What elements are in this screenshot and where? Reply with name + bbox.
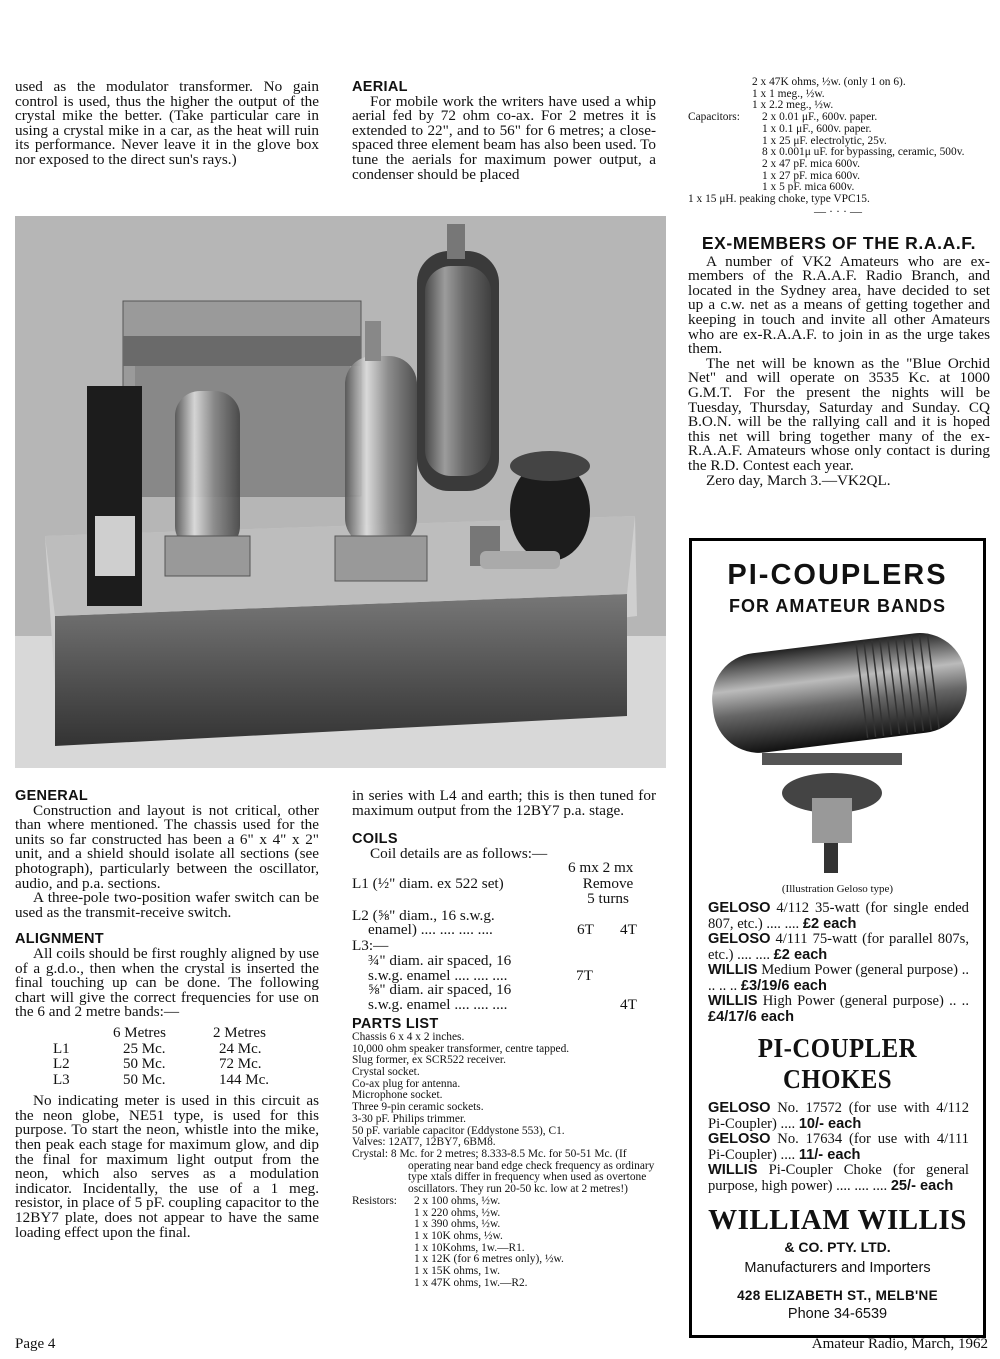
chokes-title: PI-COUPLER CHOKES — [757, 1033, 918, 1094]
list-item: 3-30 pF. Philips trimmer. — [352, 1112, 466, 1125]
raaf-p2: The net will be known as the "Blue Orchid Net" and will operate on 3535 Kc. at 1000 G.M.T. For the present the nights will be Tuesday, Thursday, Saturday and Sunday. CQ B.O.N. will be the rallying call and it is hoped this net will bring together many of the ex-R.A.A.F. Amateurs whose only contact is during the R.D. Contest each year. — [688, 354, 990, 474]
list-item: Chassis 6 x 4 x 2 inches. — [352, 1030, 465, 1043]
parts-continued — [688, 77, 988, 217]
capacitor-line: 8 x 0.001μ uF. for bypassing, ceramic, 500v. — [762, 146, 965, 159]
alignment-heading: ALIGNMENT — [15, 931, 104, 948]
coupler-list — [692, 901, 983, 1025]
list-item: 10,000 ohm speaker transformer, centre tapped. — [352, 1042, 570, 1055]
resistor-line: 1 x 15K ohms, 1w. — [414, 1265, 500, 1278]
aerial-section — [352, 80, 656, 182]
list-item — [692, 994, 983, 1025]
table-cell: 72 Mc. — [219, 1056, 262, 1073]
list-item: Valves: 12AT7, 12BY7, 6BM8. — [352, 1136, 496, 1149]
capacitor-line: 1 x 27 pF. mica 600v. — [762, 169, 861, 182]
general-p2: A three-pole two-position wafer switch can be used as the transmit-receive switch. — [15, 889, 319, 921]
capacitor-line: 2 x 0.01 μF., 600v. paper. — [762, 111, 878, 124]
item-price: 10/- each — [798, 1115, 862, 1132]
item-price: £4/17/6 each — [708, 1008, 795, 1025]
coil-l3a-cont: s.w.g. enamel .... .... .... — [368, 967, 508, 985]
ad-caption: (Illustration Geloso type) — [781, 883, 894, 895]
col2-continued-text: in series with L4 and earth; this is then tuned for maximum output from the 12BY7 p.a. stage. — [352, 787, 656, 819]
item-text: No. 17634 (for use with 4/111 Pi-Coupler) .... — [708, 1131, 969, 1163]
alignment-p1: All coils should be first roughly aligned by use of a g.d.o., then when the crystal is inserted the final touching up can be done. The following chart will give the correct frequencies for use on the 6 and 2 metre bands:— — [15, 944, 319, 1021]
raaf-p3: Zero day, March 3.—VK2QL. — [706, 471, 891, 489]
company-suffix: & CO. PTY. LTD. — [784, 1239, 891, 1255]
coil-l1: L1 (½" diam. ex 522 set) — [352, 875, 504, 893]
brand: GELOSO — [708, 1131, 771, 1147]
table-cell: 50 Mc. — [123, 1056, 166, 1073]
company-name: WILLIAM WILLIS — [708, 1204, 967, 1236]
col1-top — [15, 80, 319, 168]
coil-l3a-6m: 7T — [576, 967, 593, 985]
list-item: Co-ax plug for antenna. — [352, 1077, 461, 1090]
resistor-line: 1 x 220 ohms, ½w. — [414, 1206, 501, 1219]
raaf-section — [688, 233, 990, 489]
table-header: 6 Metres — [113, 1024, 166, 1041]
item-text: No. 17572 (for use with 4/112 Pi-Coupler) .... — [708, 1100, 970, 1132]
coil-l3b: ⅝" diam. air spaced, 16 — [368, 981, 512, 999]
company-tagline: Manufacturers and Importers — [744, 1260, 931, 1276]
capacitors-label: Capacitors: — [688, 111, 740, 124]
coils-table — [352, 859, 656, 1014]
list-item — [692, 1132, 983, 1163]
list-item — [692, 1101, 983, 1132]
brand: GELOSO — [708, 1100, 771, 1116]
coils-heading: COILS — [352, 831, 398, 848]
choke-list — [692, 1101, 983, 1194]
item-price: £2 each — [773, 946, 828, 963]
company-address: 428 ELIZABETH ST., MELB'NE — [737, 1288, 938, 1303]
item-price: £2 each — [802, 915, 857, 932]
brand: WILLIS — [708, 993, 758, 1009]
resistor-line: 1 x 10Kohms, 1w.—R1. — [414, 1241, 525, 1254]
list-item — [692, 901, 983, 932]
coils-column-headers: 6 mx 2 mx — [568, 859, 634, 877]
general-alignment-column — [15, 789, 319, 1240]
table-cell: L1 — [53, 1040, 70, 1057]
section-divider: — · · · — — [814, 203, 862, 218]
coil-l3: L3:— — [352, 937, 389, 955]
aerial-text: For mobile work the writers have used a whip aerial fed by 72 ohm co-ax. For 2 metres it is extended to 22", and to 56" for 6 metres; a close-spaced three element beam has also been used. To tune the aerials for maximum power output, a condenser should be placed — [352, 92, 656, 183]
capacitor-line: 1 x 25 μF. electrolytic, 25v. — [762, 134, 887, 147]
item-text: High Power (general purpose) .. .. — [762, 993, 969, 1009]
coil-l3a: ¾" diam. air spaced, 16 — [368, 952, 512, 970]
item-text: 4/112 35-watt (for single ended 807, etc.) .... .... — [708, 900, 969, 932]
capacitor-line: 1 x 5 pF. mica 600v. — [762, 181, 855, 194]
list-item: Slug former, ex SCR522 receiver. — [352, 1054, 506, 1067]
raaf-p1: A number of VK2 Amateurs who are ex-members of the R.A.A.F. Radio Branch, and located in the Sydney area, have decided to set up a c.w. net as a means of getting together and keeping in touch and invite all other Amateurs who are ex-R.A.A.F. to join in as the urge takes them. — [688, 252, 990, 358]
item-price: 25/- each — [890, 1177, 954, 1194]
capacitor-line: 1 x 0.1 μF., 600v. paper. — [762, 122, 872, 135]
resistor-line: 2 x 100 ohms, ½w. — [414, 1194, 501, 1207]
capacitor-line: 2 x 47 pF. mica 600v. — [762, 157, 861, 170]
choke-line: 1 x 15 μH. peaking choke, type VPC15. — [688, 193, 870, 206]
table-row — [53, 1057, 269, 1073]
frequency-table — [53, 1026, 269, 1088]
resistor-line: 1 x 10K ohms, ½w. — [414, 1229, 503, 1242]
transmitter-photo — [15, 216, 666, 768]
list-item: Microphone socket. — [352, 1089, 443, 1102]
coil-l2: L2 (⅝" diam., 16 s.w.g. — [352, 907, 495, 925]
table-header: 2 Metres — [213, 1024, 266, 1041]
brand: WILLIS — [708, 1162, 758, 1178]
brand: GELOSO — [708, 931, 771, 947]
list-item: Crystal: 8 Mc. for 2 metres; 8.333-8.5 Mc. for 50-51 Mc. (If operating near band edge check frequency as ordinary type xtals differ in frequency when used as overtone oscillators. They run 20-50 kc. low at 2 metres!) — [352, 1148, 655, 1196]
transmitter-chassis-illustration — [15, 216, 666, 768]
col1-top-text: used as the modulator transformer. No gain control is used, thus the higher the output of the crystal mike the better. (Take particular care in using a crystal mike in a car, as the heat will ruin its performance. Never leave it in the glove box nor exposed to the direct sun's rays.) — [15, 78, 319, 168]
table-cell: 144 Mc. — [219, 1071, 269, 1088]
item-price: 11/- each — [798, 1146, 861, 1163]
coil-l1-value: Remove 5 turns — [582, 875, 634, 907]
page-number: Page 4 — [15, 1336, 56, 1352]
brand: GELOSO — [708, 900, 771, 916]
list-item: Three 9-pin ceramic sockets. — [352, 1101, 484, 1114]
coil-l2-cont: enamel) .... .... .... .... — [368, 921, 493, 939]
general-heading: GENERAL — [15, 788, 88, 804]
list-item: 50 pF. variable capacitor (Eddystone 553), C1. — [352, 1124, 565, 1137]
coils-intro: Coil details are as follows:— — [370, 844, 548, 862]
raaf-heading: EX-MEMBERS OF THE R.A.A.F. — [701, 233, 977, 253]
parts-list — [352, 1032, 656, 1289]
resistor-line: 1 x 390 ohms, ½w. — [414, 1218, 501, 1231]
list-item — [692, 932, 983, 963]
pi-coupler-coil-illustration — [692, 623, 983, 883]
item-price: £3/19/6 each — [740, 977, 827, 994]
table-cell: 25 Mc. — [123, 1040, 166, 1057]
item-text: Medium Power (general purpose) .. .. .. .. — [708, 962, 969, 994]
resistors-label: Resistors: — [352, 1194, 397, 1207]
table-row — [53, 1042, 269, 1058]
item-text: 4/111 75-watt (for parallel 807s, etc.) .... .... — [708, 931, 969, 963]
list-item — [692, 963, 983, 994]
coil-l3b-2m: 4T — [620, 996, 637, 1014]
list-item: Crystal socket. — [352, 1066, 420, 1079]
table-cell: L3 — [53, 1071, 70, 1088]
company-phone: Phone 34-6539 — [787, 1306, 888, 1322]
coil-l2-2m: 4T — [620, 921, 637, 939]
general-p1: Construction and layout is not critical, other than where mentioned. The chassis used for the units so far constructed has been a 6" x 4" x 2" unit, and a shield should isolate all sections (see photograph), particularly between the oscillator, audio, and p.a. sections. — [15, 801, 319, 892]
table-cell: 50 Mc. — [123, 1071, 166, 1088]
parts-line: 2 x 47K ohms, ½w. (only 1 on 6). — [752, 76, 906, 88]
journal-footer: Amateur Radio, March, 1962 — [811, 1336, 988, 1352]
parts-list-heading: PARTS LIST — [352, 1016, 439, 1033]
parts-line: 1 x 1 meg., ½w. — [752, 87, 825, 100]
coils-parts-column — [352, 789, 656, 1289]
table-row — [53, 1073, 269, 1089]
ad-subtitle: FOR AMATEUR BANDS — [729, 596, 946, 616]
coil-l3b-cont: s.w.g. enamel .... .... .... — [368, 996, 508, 1014]
aerial-heading: AERIAL — [352, 79, 408, 95]
parts-line: 1 x 2.2 meg., ½w. — [752, 99, 834, 112]
brand: WILLIS — [708, 962, 758, 978]
table-cell: L2 — [53, 1056, 70, 1073]
item-text: Pi-Coupler Choke (for general purpose, high power) .... .... .... — [708, 1162, 969, 1194]
resistor-line: 1 x 47K ohms, 1w.—R2. — [414, 1276, 528, 1289]
resistor-line: 1 x 12K (for 6 metres only), ½w. — [414, 1253, 564, 1266]
willis-advertisement — [689, 538, 986, 1338]
alignment-p2: No indicating meter is used in this circuit as the neon globe, NE51 type, is used for this purpose. To start the neon, whistle into the mike, then peak each stage for maximum glow, and dip the final for maximum light output from the neon, which also serves as a modulation indicator. Incidentally, the use of a 1 meg. resistor, in place of 5 pF. coupling capacitor to the 12BY7 plate, does not appear to have the same loading effect upon the final. — [15, 1092, 319, 1241]
list-item — [692, 1163, 983, 1194]
ad-title: PI-COUPLERS — [727, 559, 948, 591]
table-cell: 24 Mc. — [219, 1040, 262, 1057]
coil-l2-6m: 6T — [577, 921, 594, 939]
